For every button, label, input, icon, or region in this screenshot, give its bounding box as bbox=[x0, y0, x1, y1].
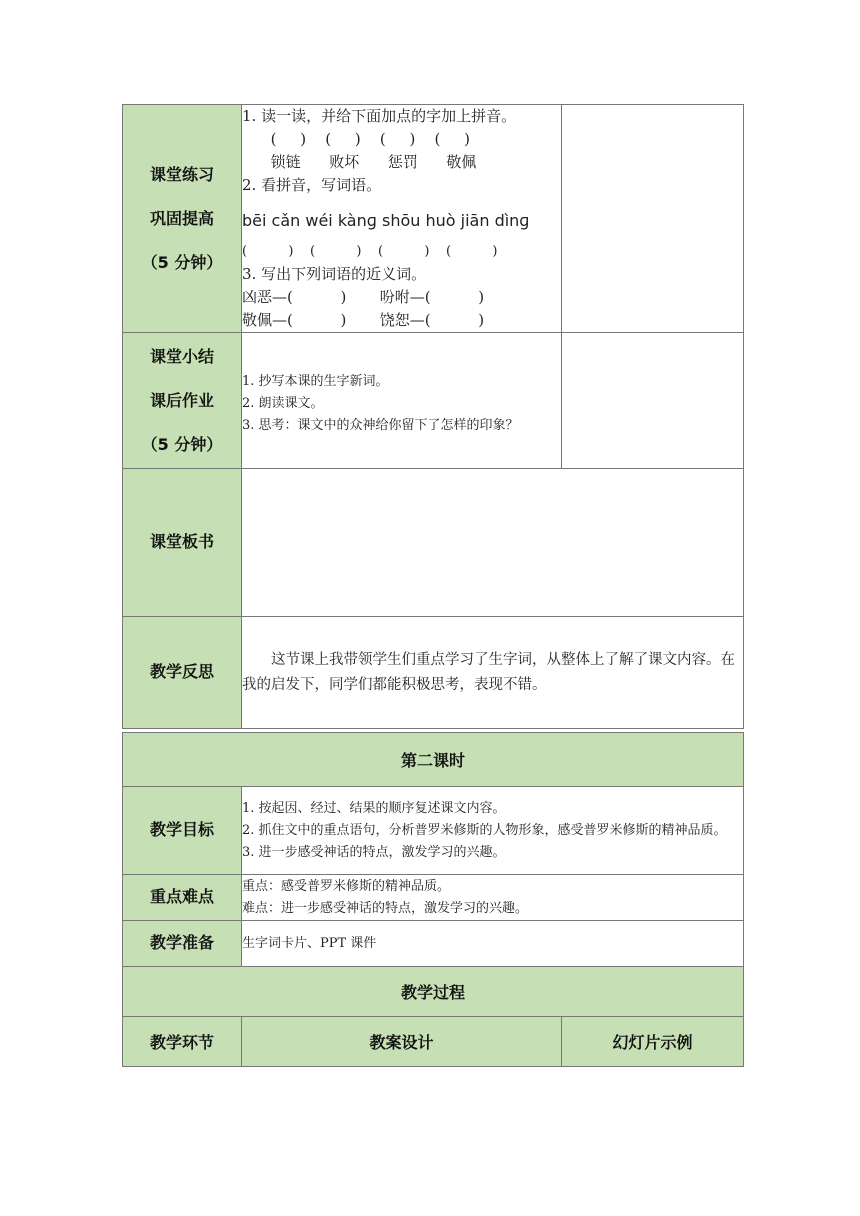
col-slides-header: 幻灯片示例 bbox=[562, 1017, 744, 1067]
practice-q3-line1: 凶恶—( ) 吩咐—( ) bbox=[242, 288, 485, 306]
summary-label-3: （5 分钟） bbox=[141, 434, 223, 454]
lesson2-title-row bbox=[123, 733, 744, 787]
goal-item: 1. 按起因、经过、结果的顺序复述课文内容。 bbox=[242, 800, 506, 816]
practice-q2: 2. 看拼音，写词语。 bbox=[242, 176, 382, 194]
key-row bbox=[123, 875, 744, 921]
lesson-table-part2 bbox=[122, 732, 744, 1067]
practice-slide-cell bbox=[562, 105, 744, 333]
practice-q1: 1. 读一读，并给下面加点的字加上拼音。 bbox=[242, 107, 517, 125]
summary-row bbox=[123, 333, 744, 469]
goal-item: 2. 抓住文中的重点语句，分析普罗米修斯的人物形象，感受普罗米修斯的精神品质。 bbox=[242, 822, 727, 838]
practice-content bbox=[242, 105, 562, 333]
practice-q2-parens: ( ) ( ) ( ) ( ) bbox=[242, 244, 498, 259]
practice-label-1: 课堂练习 bbox=[149, 164, 214, 184]
lesson2-title: 第二课时 bbox=[123, 733, 744, 787]
process-title: 教学过程 bbox=[123, 967, 744, 1017]
process-title-row bbox=[123, 967, 744, 1017]
practice-q2-pinyin: bēi cǎn wéi kànɡ shōu huò jiān dìnɡ bbox=[242, 211, 530, 230]
summary-label-2: 课后作业 bbox=[149, 390, 214, 410]
practice-row bbox=[123, 105, 744, 333]
prep-row bbox=[123, 921, 744, 967]
board-content bbox=[242, 469, 744, 617]
summary-label-1: 课堂小结 bbox=[149, 346, 214, 366]
prep-label: 教学准备 bbox=[123, 921, 242, 967]
summary-item: 3. 思考：课文中的众神给你留下了怎样的印象？ bbox=[242, 417, 519, 433]
summary-label bbox=[123, 333, 242, 469]
practice-q1-parens: ( ) ( ) ( ) ( ) bbox=[242, 130, 471, 148]
summary-item: 2. 朗读课文。 bbox=[242, 395, 324, 411]
process-header-row bbox=[123, 1017, 744, 1067]
reflection-text: 这节课上我带领学生们重点学习了生字词，从整体上了解了课文内容。在我的启发下，同学们都能积极思考，表现不错。 bbox=[242, 617, 744, 729]
lesson-table-part1 bbox=[122, 104, 744, 729]
goals-row bbox=[123, 787, 744, 875]
key-label: 重点难点 bbox=[123, 875, 242, 921]
col-design-header: 教案设计 bbox=[242, 1017, 562, 1067]
key-content bbox=[242, 875, 744, 921]
practice-label bbox=[123, 105, 242, 333]
prep-content: 生字词卡片、PPT 课件 bbox=[242, 921, 744, 967]
summary-content bbox=[242, 333, 562, 469]
reflection-row bbox=[123, 617, 744, 729]
reflection-label: 教学反思 bbox=[123, 617, 242, 729]
practice-q3: 3. 写出下列词语的近义词。 bbox=[242, 265, 427, 283]
practice-label-3: （5 分钟） bbox=[141, 252, 223, 272]
practice-q1-words: 锁链 败坏 惩罚 敬佩 bbox=[242, 153, 477, 171]
goals-content bbox=[242, 787, 744, 875]
practice-q3-line2: 敬佩—( ) 饶恕—( ) bbox=[242, 311, 485, 329]
board-label: 课堂板书 bbox=[123, 469, 242, 617]
goal-item: 3. 进一步感受神话的特点，激发学习的兴趣。 bbox=[242, 844, 506, 860]
summary-item: 1. 抄写本课的生字新词。 bbox=[242, 373, 389, 389]
col-stage-header: 教学环节 bbox=[123, 1017, 242, 1067]
key-item: 重点：感受普罗米修斯的精神品质。 bbox=[242, 878, 451, 894]
goals-label: 教学目标 bbox=[123, 787, 242, 875]
board-row bbox=[123, 469, 744, 617]
key-item: 难点：进一步感受神话的特点，激发学习的兴趣。 bbox=[242, 900, 529, 916]
summary-slide-cell bbox=[562, 333, 744, 469]
practice-label-2: 巩固提高 bbox=[149, 208, 214, 228]
